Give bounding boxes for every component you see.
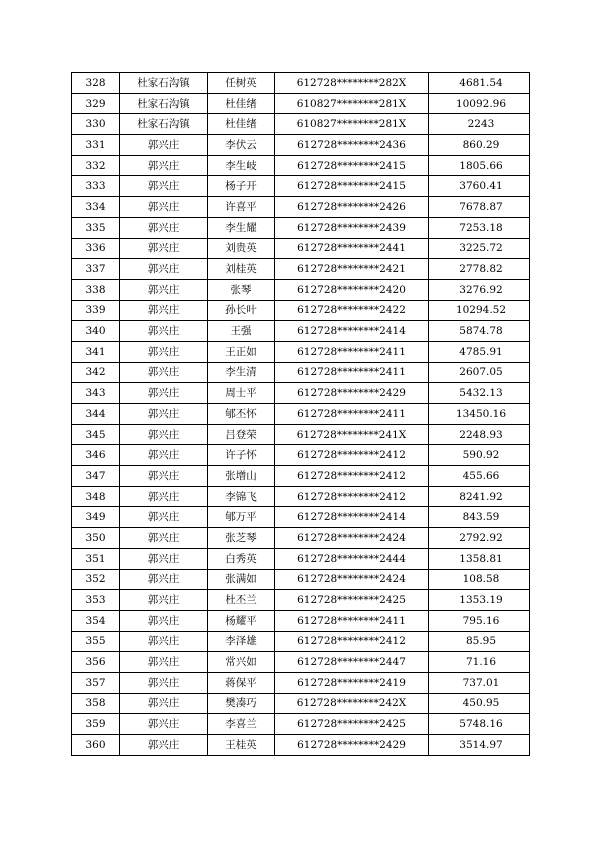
row-number-cell: 335 xyxy=(72,217,120,238)
id-number-cell: 610827********281X xyxy=(275,93,429,114)
table-row xyxy=(72,300,530,321)
amount-cell: 455.66 xyxy=(429,466,530,487)
amount-cell: 71.16 xyxy=(429,652,530,673)
row-number-cell: 339 xyxy=(72,300,120,321)
id-number-cell: 612728********2412 xyxy=(275,445,429,466)
amount-cell: 85.95 xyxy=(429,631,530,652)
town-cell: 郭兴庄 xyxy=(120,693,208,714)
name-cell: 蒋保平 xyxy=(208,672,275,693)
town-cell: 郭兴庄 xyxy=(120,404,208,425)
name-cell: 李泽雄 xyxy=(208,631,275,652)
town-cell: 郭兴庄 xyxy=(120,279,208,300)
id-number-cell: 612728********2412 xyxy=(275,631,429,652)
town-cell: 郭兴庄 xyxy=(120,569,208,590)
town-cell: 郭兴庄 xyxy=(120,383,208,404)
table-row xyxy=(72,528,530,549)
id-number-cell: 612728********2412 xyxy=(275,466,429,487)
amount-cell: 843.59 xyxy=(429,507,530,528)
id-number-cell: 612728********2411 xyxy=(275,610,429,631)
table-row xyxy=(72,176,530,197)
amount-cell: 1358.81 xyxy=(429,548,530,569)
row-number-cell: 340 xyxy=(72,321,120,342)
row-number-cell: 353 xyxy=(72,590,120,611)
name-cell: 常兴如 xyxy=(208,652,275,673)
table-row xyxy=(72,404,530,425)
id-number-cell: 612728********282X xyxy=(275,73,429,94)
amount-cell: 2792.92 xyxy=(429,528,530,549)
town-cell: 郭兴庄 xyxy=(120,362,208,383)
amount-cell: 10092.96 xyxy=(429,93,530,114)
id-number-cell: 612728********2422 xyxy=(275,300,429,321)
town-cell: 郭兴庄 xyxy=(120,197,208,218)
table-row xyxy=(72,445,530,466)
town-cell: 郭兴庄 xyxy=(120,300,208,321)
id-number-cell: 612728********2412 xyxy=(275,486,429,507)
name-cell: 许子怀 xyxy=(208,445,275,466)
id-number-cell: 612728********2411 xyxy=(275,404,429,425)
id-number-cell: 612728********2439 xyxy=(275,217,429,238)
id-number-cell: 612728********2411 xyxy=(275,362,429,383)
town-cell: 郭兴庄 xyxy=(120,155,208,176)
id-number-cell: 612728********2421 xyxy=(275,259,429,280)
row-number-cell: 354 xyxy=(72,610,120,631)
town-cell: 郭兴庄 xyxy=(120,610,208,631)
town-cell: 郭兴庄 xyxy=(120,735,208,756)
town-cell: 郭兴庄 xyxy=(120,238,208,259)
row-number-cell: 351 xyxy=(72,548,120,569)
town-cell: 杜家石沟镇 xyxy=(120,73,208,94)
town-cell: 郭兴庄 xyxy=(120,445,208,466)
row-number-cell: 346 xyxy=(72,445,120,466)
row-number-cell: 333 xyxy=(72,176,120,197)
amount-cell: 3276.92 xyxy=(429,279,530,300)
amount-cell: 2248.93 xyxy=(429,424,530,445)
name-cell: 杨子开 xyxy=(208,176,275,197)
table-row xyxy=(72,341,530,362)
town-cell: 郭兴庄 xyxy=(120,672,208,693)
amount-cell: 860.29 xyxy=(429,135,530,156)
amount-cell: 4785.91 xyxy=(429,341,530,362)
id-number-cell: 612728********2419 xyxy=(275,672,429,693)
table-row xyxy=(72,672,530,693)
id-number-cell: 612728********241X xyxy=(275,424,429,445)
amount-cell: 1353.19 xyxy=(429,590,530,611)
town-cell: 郭兴庄 xyxy=(120,341,208,362)
id-number-cell: 612728********2424 xyxy=(275,569,429,590)
row-number-cell: 329 xyxy=(72,93,120,114)
amount-cell: 4681.54 xyxy=(429,73,530,94)
row-number-cell: 356 xyxy=(72,652,120,673)
id-number-cell: 612728********2415 xyxy=(275,155,429,176)
name-cell: 郇万平 xyxy=(208,507,275,528)
table-row xyxy=(72,197,530,218)
town-cell: 郭兴庄 xyxy=(120,466,208,487)
table-row xyxy=(72,548,530,569)
name-cell: 周士平 xyxy=(208,383,275,404)
amount-cell: 7678.87 xyxy=(429,197,530,218)
table-row xyxy=(72,486,530,507)
name-cell: 郇丕怀 xyxy=(208,404,275,425)
town-cell: 杜家石沟镇 xyxy=(120,114,208,135)
row-number-cell: 331 xyxy=(72,135,120,156)
table-row xyxy=(72,735,530,756)
table-row xyxy=(72,507,530,528)
name-cell: 李生岐 xyxy=(208,155,275,176)
table-row xyxy=(72,114,530,135)
amount-cell: 3760.41 xyxy=(429,176,530,197)
table-row xyxy=(72,590,530,611)
town-cell: 郭兴庄 xyxy=(120,176,208,197)
row-number-cell: 328 xyxy=(72,73,120,94)
row-number-cell: 349 xyxy=(72,507,120,528)
name-cell: 白秀英 xyxy=(208,548,275,569)
amount-cell: 2243 xyxy=(429,114,530,135)
name-cell: 王正如 xyxy=(208,341,275,362)
row-number-cell: 350 xyxy=(72,528,120,549)
town-cell: 郭兴庄 xyxy=(120,548,208,569)
row-number-cell: 343 xyxy=(72,383,120,404)
row-number-cell: 337 xyxy=(72,259,120,280)
document-sheet xyxy=(71,72,529,756)
name-cell: 李生耀 xyxy=(208,217,275,238)
amount-cell: 3225.72 xyxy=(429,238,530,259)
id-number-cell: 612728********2444 xyxy=(275,548,429,569)
id-number-cell: 612728********2429 xyxy=(275,735,429,756)
amount-cell: 5874.78 xyxy=(429,321,530,342)
town-cell: 郭兴庄 xyxy=(120,652,208,673)
id-number-cell: 612728********2426 xyxy=(275,197,429,218)
name-cell: 张增山 xyxy=(208,466,275,487)
table-row xyxy=(72,217,530,238)
name-cell: 张琴 xyxy=(208,279,275,300)
row-number-cell: 332 xyxy=(72,155,120,176)
id-number-cell: 612728********2436 xyxy=(275,135,429,156)
id-number-cell: 612728********2415 xyxy=(275,176,429,197)
name-cell: 许喜平 xyxy=(208,197,275,218)
table-row xyxy=(72,73,530,94)
amount-cell: 5748.16 xyxy=(429,714,530,735)
name-cell: 李喜兰 xyxy=(208,714,275,735)
table-row xyxy=(72,279,530,300)
data-table xyxy=(71,72,530,756)
id-number-cell: 612728********2424 xyxy=(275,528,429,549)
row-number-cell: 345 xyxy=(72,424,120,445)
amount-cell: 108.58 xyxy=(429,569,530,590)
amount-cell: 7253.18 xyxy=(429,217,530,238)
table-row xyxy=(72,135,530,156)
row-number-cell: 338 xyxy=(72,279,120,300)
row-number-cell: 348 xyxy=(72,486,120,507)
town-cell: 郭兴庄 xyxy=(120,528,208,549)
id-number-cell: 612728********2411 xyxy=(275,341,429,362)
id-number-cell: 612728********2420 xyxy=(275,279,429,300)
name-cell: 王桂英 xyxy=(208,735,275,756)
row-number-cell: 334 xyxy=(72,197,120,218)
row-number-cell: 360 xyxy=(72,735,120,756)
id-number-cell: 612728********2414 xyxy=(275,507,429,528)
amount-cell: 590.92 xyxy=(429,445,530,466)
row-number-cell: 358 xyxy=(72,693,120,714)
amount-cell: 3514.97 xyxy=(429,735,530,756)
name-cell: 张芝琴 xyxy=(208,528,275,549)
table-row xyxy=(72,693,530,714)
id-number-cell: 612728********2429 xyxy=(275,383,429,404)
name-cell: 杜佳绪 xyxy=(208,114,275,135)
row-number-cell: 341 xyxy=(72,341,120,362)
name-cell: 刘贵英 xyxy=(208,238,275,259)
name-cell: 李伏云 xyxy=(208,135,275,156)
town-cell: 郭兴庄 xyxy=(120,590,208,611)
id-number-cell: 612728********2425 xyxy=(275,714,429,735)
row-number-cell: 357 xyxy=(72,672,120,693)
id-number-cell: 612728********2414 xyxy=(275,321,429,342)
name-cell: 张满如 xyxy=(208,569,275,590)
table-row xyxy=(72,93,530,114)
amount-cell: 2607.05 xyxy=(429,362,530,383)
town-cell: 郭兴庄 xyxy=(120,321,208,342)
town-cell: 杜家石沟镇 xyxy=(120,93,208,114)
name-cell: 樊凑巧 xyxy=(208,693,275,714)
id-number-cell: 612728********2425 xyxy=(275,590,429,611)
name-cell: 李锦飞 xyxy=(208,486,275,507)
town-cell: 郭兴庄 xyxy=(120,135,208,156)
table-row xyxy=(72,424,530,445)
amount-cell: 8241.92 xyxy=(429,486,530,507)
amount-cell: 10294.52 xyxy=(429,300,530,321)
table-row xyxy=(72,631,530,652)
amount-cell: 737.01 xyxy=(429,672,530,693)
name-cell: 刘桂英 xyxy=(208,259,275,280)
name-cell: 王强 xyxy=(208,321,275,342)
name-cell: 吕登荣 xyxy=(208,424,275,445)
table-row xyxy=(72,466,530,487)
row-number-cell: 347 xyxy=(72,466,120,487)
row-number-cell: 342 xyxy=(72,362,120,383)
town-cell: 郭兴庄 xyxy=(120,714,208,735)
name-cell: 杜佳绪 xyxy=(208,93,275,114)
amount-cell: 450.95 xyxy=(429,693,530,714)
row-number-cell: 355 xyxy=(72,631,120,652)
name-cell: 孙长叶 xyxy=(208,300,275,321)
table-row xyxy=(72,238,530,259)
amount-cell: 795.16 xyxy=(429,610,530,631)
amount-cell: 2778.82 xyxy=(429,259,530,280)
id-number-cell: 612728********2441 xyxy=(275,238,429,259)
table-row xyxy=(72,569,530,590)
town-cell: 郭兴庄 xyxy=(120,217,208,238)
name-cell: 任树英 xyxy=(208,73,275,94)
town-cell: 郭兴庄 xyxy=(120,486,208,507)
table-body xyxy=(72,73,530,756)
id-number-cell: 610827********281X xyxy=(275,114,429,135)
table-row xyxy=(72,652,530,673)
amount-cell: 5432.13 xyxy=(429,383,530,404)
name-cell: 杜丕兰 xyxy=(208,590,275,611)
id-number-cell: 612728********2447 xyxy=(275,652,429,673)
table-row xyxy=(72,321,530,342)
amount-cell: 1805.66 xyxy=(429,155,530,176)
town-cell: 郭兴庄 xyxy=(120,631,208,652)
town-cell: 郭兴庄 xyxy=(120,424,208,445)
amount-cell: 13450.16 xyxy=(429,404,530,425)
town-cell: 郭兴庄 xyxy=(120,259,208,280)
name-cell: 李生清 xyxy=(208,362,275,383)
id-number-cell: 612728********242X xyxy=(275,693,429,714)
town-cell: 郭兴庄 xyxy=(120,507,208,528)
table-row xyxy=(72,259,530,280)
name-cell: 杨耀平 xyxy=(208,610,275,631)
row-number-cell: 336 xyxy=(72,238,120,259)
row-number-cell: 330 xyxy=(72,114,120,135)
row-number-cell: 352 xyxy=(72,569,120,590)
row-number-cell: 344 xyxy=(72,404,120,425)
table-row xyxy=(72,155,530,176)
table-row xyxy=(72,714,530,735)
table-row xyxy=(72,362,530,383)
table-row xyxy=(72,610,530,631)
table-row xyxy=(72,383,530,404)
row-number-cell: 359 xyxy=(72,714,120,735)
